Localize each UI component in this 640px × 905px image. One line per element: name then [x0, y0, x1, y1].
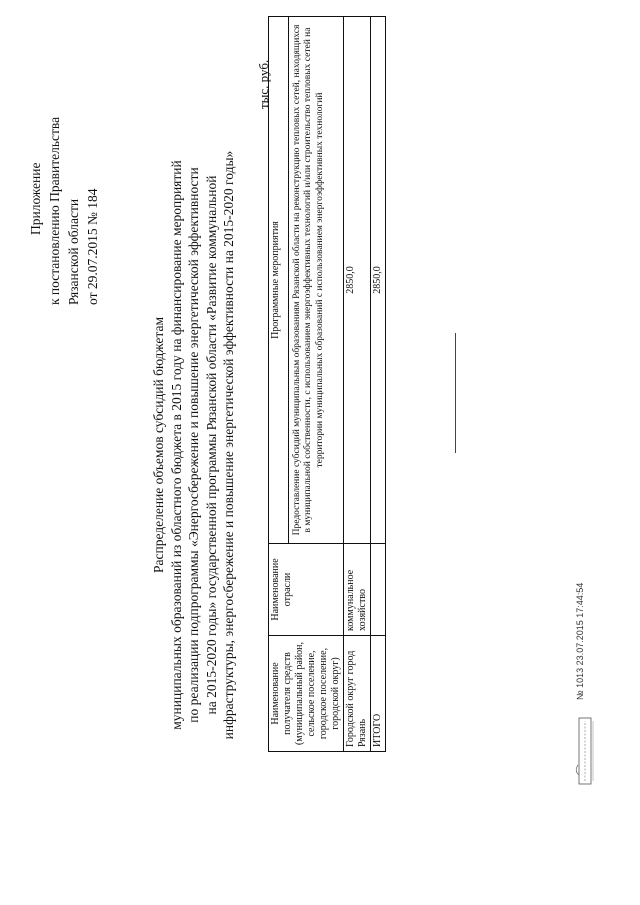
header-program: Программные мероприятия	[269, 17, 289, 544]
table-row	[344, 17, 371, 752]
appendix-title: Приложение	[28, 162, 43, 235]
total-value: 2850,0	[371, 17, 386, 544]
cell-value: 2850,0	[344, 17, 371, 544]
separator-line	[455, 333, 456, 453]
total-row	[371, 17, 386, 752]
title-line: муниципальных образований из областного бюджета в 2015 году на финансирование мероприятий	[168, 160, 184, 730]
appendix-block	[26, 15, 102, 305]
appendix-region: Рязанской области	[66, 198, 81, 305]
document-title	[150, 45, 238, 845]
total-empty-cell	[371, 544, 386, 636]
subsidy-table	[268, 16, 386, 752]
total-label: ИТОГО	[371, 636, 386, 752]
title-line: Распределение объемов субсидий бюджетам	[151, 316, 166, 574]
registration-stamp-logo-icon	[574, 717, 596, 785]
cell-recipient: Городской округ город Рязань	[344, 636, 371, 752]
appendix-date-number: от 29.07.2015 № 184	[85, 188, 100, 305]
appendix-resolution: к постановлению Правительства	[47, 116, 62, 305]
title-line: по реализации подпрограммы «Энергосбережение и повышение энергетической эффективности	[186, 167, 201, 723]
header-row	[269, 17, 289, 752]
cell-sector: коммунальное хозяйство	[344, 544, 371, 636]
header-recipient: Наименование получателя средств (муниципальный район, сельское поселение, городское поселение, городской округ)	[269, 636, 344, 752]
header-sector: Наименование отрасли	[269, 544, 344, 636]
header-activity: Предоставление субсидий муниципальным образованиям Рязанской области на реконструкцию тепловых сетей, находящихся в муниципальной собственности, с использованием энергоэффективных технологий и/или строительство тепловых сетей на территории муниципальных образований с использованием энергоэффективных технологий	[288, 17, 343, 544]
title-line: на 2015-2020 годы» государственной программы Рязанской области «Развитие коммунальной	[203, 175, 219, 715]
registration-stamp: № 1013 23.07.2015 17:44:54	[575, 582, 585, 700]
title-line: инфраструктуры, энергосбережение и повышение энергетической эффективности на 2015-2020 годы»	[221, 150, 236, 740]
units-label: тыс. руб.	[256, 59, 271, 109]
